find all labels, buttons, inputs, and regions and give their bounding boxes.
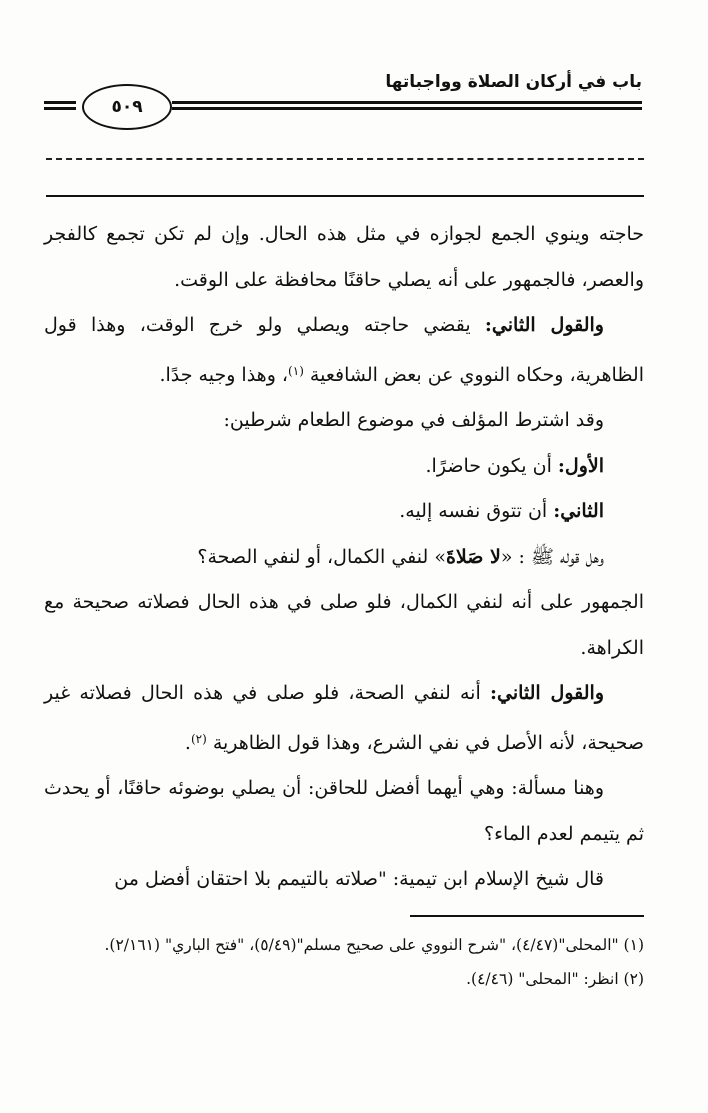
footnote-1: (١) "المحلى"(٤/٤٧)، "شرح النووي على صحيح مسلم"(٥/٤٩)، "فتح الباري" (٢/١٦١). — [104, 936, 644, 954]
paragraph-4-label: الأول: — [557, 454, 604, 477]
footnote-divider — [410, 915, 644, 917]
paragraph-6 — [44, 535, 644, 581]
paragraph-10: قال شيخ الإسلام ابن تيمية: "صلاته بالتيمم بلا احتقان أفضل من — [114, 868, 604, 890]
paragraph-5-text: أن تتوق نفسه إليه. — [399, 500, 554, 522]
footnote-ref-2: (٢) — [190, 731, 207, 746]
paragraph-1: حاجته وينوي الجمع لجوازه في مثل هذه الحال. وإن لم تكن تجمع كالفجر والعصر، فالجمهور على أنه يصلي حاقنًا محافظة على الوقت. — [44, 223, 644, 291]
paragraph-8-label: والقول الثاني: — [489, 682, 604, 704]
paragraph-4 — [44, 444, 644, 490]
paragraph-9: وهنا مسألة: وهي أيهما أفضل للحاقن: أن يصلي بوضوئه حاقنًا، أو يحدث ثم يتيمم لعدم الماء؟ — [44, 777, 644, 845]
paragraph-8 — [44, 671, 644, 766]
paragraph-7: الجمهور على أنه لنفي الكمال، فلو صلى في هذه الحال فصلاته صحيحة مع الكراهة. — [44, 591, 644, 659]
paragraph-6-end: » لنفي الكمال، أو لنفي الصحة؟ — [197, 545, 446, 568]
chapter-title: باب في أركان الصلاة وواجباتها — [385, 72, 642, 92]
hadith-quote: لا صَلاةَ — [445, 545, 501, 568]
paragraph-3: وقد اشترط المؤلف في موضوع الطعام شرطين: — [223, 409, 604, 431]
paragraph-2-text: يقضي حاجته ويصلي ولو خرج الوقت، وهذا قول الظاهرية، وحكاه النووي عن بعض الشافعية — [44, 314, 644, 386]
paragraph-2-label: والقول الثاني: — [484, 314, 604, 336]
paragraph-8-text: أنه لنفي الصحة، فلو صلى في هذه الحال فصلاته غير صحيحة، لأنه الأصل في نفي الشرع، وهذا قول الظاهرية — [44, 682, 644, 754]
paragraph-2 — [44, 303, 644, 398]
dashed-divider — [46, 158, 644, 160]
body-text — [44, 212, 644, 903]
paragraph-5 — [44, 489, 644, 535]
page-number: ٥٠٩ — [82, 84, 172, 130]
solid-divider — [46, 195, 644, 197]
paragraph-8-end: . — [184, 731, 191, 754]
paragraph-2-end: ، وهذا وجيه جدًا. — [159, 363, 289, 386]
paragraph-6-start: وهل قوله ﷺ : « — [500, 545, 604, 568]
paragraph-4-text: أن يكون حاضرًا. — [425, 454, 558, 477]
page-header — [0, 0, 708, 130]
header-double-rule-left — [44, 101, 76, 110]
header-double-rule — [172, 101, 642, 110]
footnote-ref-1: (١) — [288, 363, 304, 378]
paragraph-5-label: الثاني: — [553, 500, 604, 522]
footnotes — [44, 928, 644, 996]
footnote-2: (٢) انظر: "المحلى" (٤/٤٦). — [466, 970, 644, 988]
